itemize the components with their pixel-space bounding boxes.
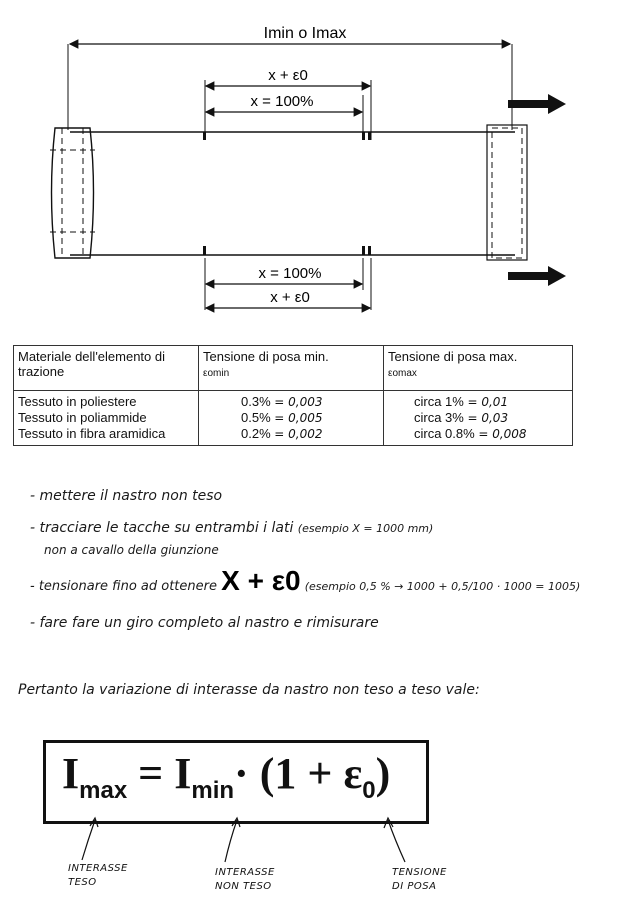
min-column: 0.3% = 0,003 0.5% = 0,005 0.2% = 0,002 <box>199 391 384 446</box>
header-material: Materiale dell'elemento di trazione <box>14 346 199 391</box>
left-pulley <box>50 128 95 258</box>
label-tensione-di-posa: TENSIONE DI POSA <box>392 867 447 892</box>
tension-table <box>13 345 573 446</box>
label-interasse-non-teso: INTERASSE NON TESO <box>215 867 275 892</box>
bottom-x-eps-label: x + ε0 <box>270 289 310 306</box>
tension-arrow-top <box>508 94 566 114</box>
material-polyamide: Tessuto in poliammide <box>18 410 147 425</box>
note-2: - tracciare le tacche su entrambi i lati (esempio X = 1000 mm) <box>30 520 434 536</box>
top-x-100-label: x = 100% <box>250 93 314 110</box>
note-2-cont: non a cavallo della giunzione <box>44 543 219 557</box>
material-column <box>14 391 199 446</box>
tension-arrow-bottom <box>508 266 566 286</box>
note-4: - fare fare un giro completo al nastro e rimisurare <box>30 615 379 631</box>
header-min: Tensione di posa min. εomin <box>199 346 384 391</box>
material-polyester: Tessuto in poliestere <box>18 394 137 409</box>
formula: $I_{max} = I_{min}\cdot (1 + \varepsilon_0)$ <box>62 749 391 804</box>
pointer-arrows <box>0 810 640 870</box>
header-max: Tensione di posa max. εomax <box>384 346 573 391</box>
max-column: circa 1% = 0,01 circa 3% = 0,03 circa 0.8% = 0,008 <box>384 391 573 446</box>
top-dimension-label: Imin o Imax <box>263 25 347 42</box>
bottom-x-100-label: x = 100% <box>258 265 322 282</box>
right-pulley <box>487 125 527 260</box>
label-interasse-teso: INTERASSE TESO <box>68 863 128 888</box>
top-x-eps-label: x + ε0 <box>268 67 308 84</box>
belt-diagram <box>0 0 640 330</box>
material-aramid: Tessuto in fibra aramidica <box>18 426 166 441</box>
x-plus-epsilon: X + ε0 <box>221 565 301 596</box>
note-3: - tensionare fino ad ottenere X + ε0 (esempio 0,5 % → 1000 + 0,5/100 · 1000 = 1005) <box>30 565 581 596</box>
conclusion-text: Pertanto la variazione di interasse da nastro non teso a teso vale: <box>18 682 480 698</box>
note-1: - mettere il nastro non teso <box>30 488 223 504</box>
